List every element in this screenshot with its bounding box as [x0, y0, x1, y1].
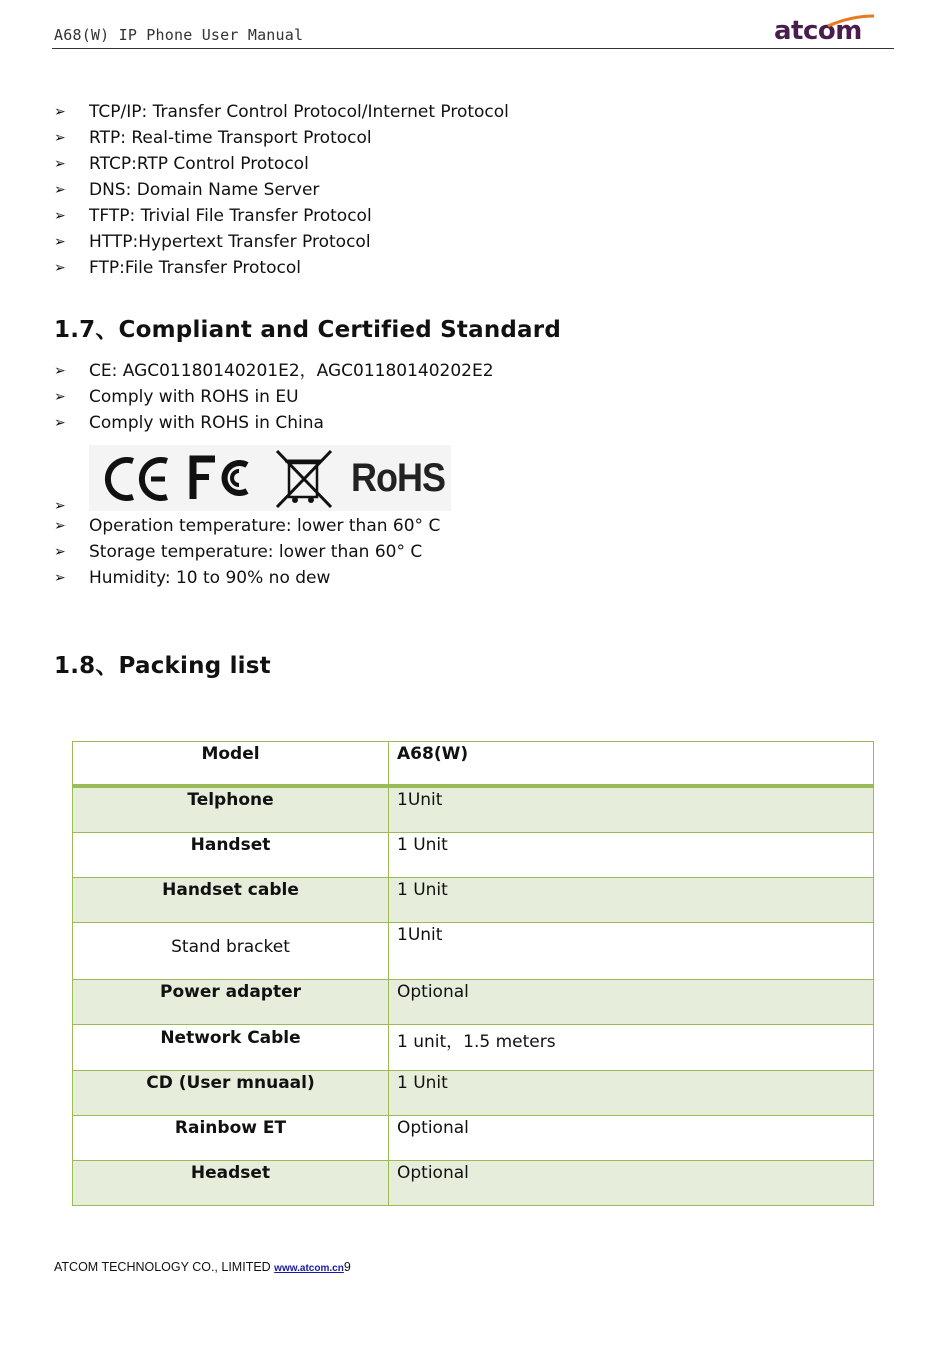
table-row	[73, 1071, 874, 1116]
table-cell-item: Headset	[73, 1161, 389, 1206]
table-row	[73, 1161, 874, 1206]
arrow-bullet-icon: ➢	[54, 498, 66, 514]
arrow-bullet-icon: ➢	[54, 570, 66, 586]
weee-bin-icon	[277, 451, 331, 507]
fcc-mark-icon	[193, 459, 247, 499]
table-cell-item: Network Cable	[73, 1025, 389, 1071]
arrow-bullet-icon: ➢	[54, 182, 66, 198]
arrow-bullet-icon: ➢	[54, 260, 66, 276]
certification-logos-row	[54, 445, 474, 515]
table-cell-item: Power adapter	[73, 980, 389, 1025]
arrow-bullet-icon: ➢	[54, 363, 66, 379]
table-header-row	[73, 742, 874, 787]
table-row	[73, 833, 874, 878]
table-row	[73, 1025, 874, 1071]
table-row	[73, 786, 874, 833]
footer-company: ATCOM TECHNOLOGY CO., LIMITED	[54, 1260, 275, 1274]
page-number: 9	[343, 1260, 351, 1274]
footer-website-link[interactable]: www.atcom.cn	[274, 1263, 344, 1274]
table-cell-qty: 1 Unit	[389, 1071, 874, 1116]
table-cell-qty: 1Unit	[389, 786, 874, 833]
table-cell-item: Stand bracket	[73, 923, 389, 980]
table-cell-qty: 1Unit	[389, 923, 874, 980]
table-row	[73, 878, 874, 923]
table-cell-qty: 1 Unit	[389, 878, 874, 923]
table-row	[73, 980, 874, 1025]
table-cell-qty: 1 Unit	[389, 833, 874, 878]
ce-mark-icon	[108, 460, 167, 498]
arrow-bullet-icon: ➢	[54, 234, 66, 250]
header-title: A68(W) IP Phone User Manual	[54, 26, 304, 44]
table-cell-item: CD (User mnuaal)	[73, 1071, 389, 1116]
arrow-bullet-icon: ➢	[54, 156, 66, 172]
logo-text: atcom	[774, 16, 862, 46]
table-cell-qty: 1 unit，1.5 meters	[389, 1025, 874, 1071]
table-cell-item: Handset	[73, 833, 389, 878]
table-cell-qty: Optional	[389, 1161, 874, 1206]
arrow-bullet-icon: ➢	[54, 518, 66, 534]
arrow-bullet-icon: ➢	[54, 130, 66, 146]
arrow-bullet-icon: ➢	[54, 208, 66, 224]
table-cell-item: Rainbow ET	[73, 1116, 389, 1161]
arrow-bullet-icon: ➢	[54, 104, 66, 120]
table-cell-item: Telphone	[73, 786, 389, 833]
packing-list-table	[72, 741, 874, 1206]
page-header	[52, 14, 894, 49]
table-cell-qty: Optional	[389, 1116, 874, 1161]
table-row	[73, 923, 874, 980]
table-header-cell: Model	[73, 742, 389, 787]
table-cell-item: Handset cable	[73, 878, 389, 923]
certification-logos-image	[89, 445, 451, 511]
table-cell-qty: Optional	[389, 980, 874, 1025]
arrow-bullet-icon: ➢	[54, 544, 66, 560]
table-row	[73, 1116, 874, 1161]
table-header-cell: A68(W)	[389, 742, 874, 787]
section-heading-packing: 1.8、Packing list	[54, 653, 271, 679]
rohs-mark-icon: RoHS	[351, 454, 445, 500]
atcom-logo	[774, 16, 874, 46]
arrow-bullet-icon: ➢	[54, 415, 66, 431]
arrow-bullet-icon: ➢	[54, 389, 66, 405]
page-footer	[54, 1260, 351, 1274]
logo-swoosh-icon	[826, 14, 876, 28]
section-heading-compliance: 1.7、Compliant and Certified Standard	[54, 317, 561, 343]
